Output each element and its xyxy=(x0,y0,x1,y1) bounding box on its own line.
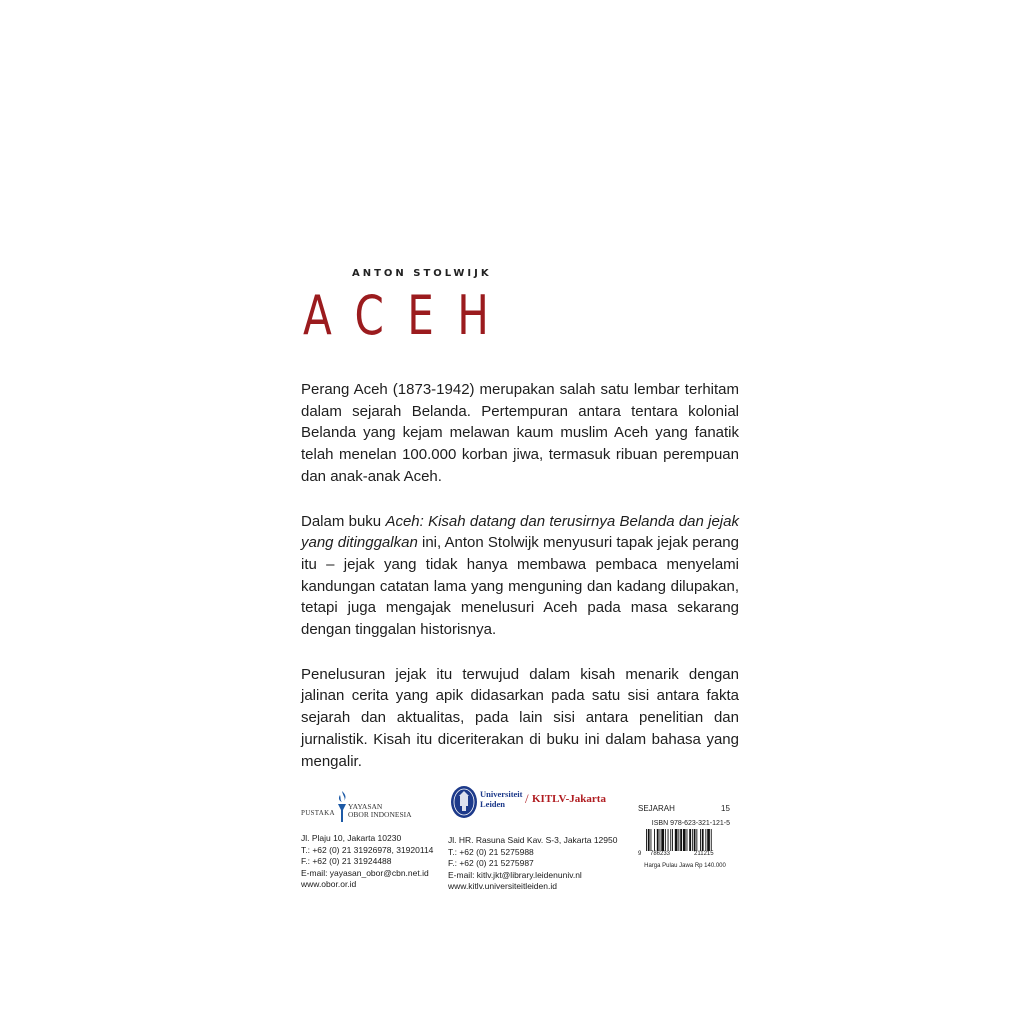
leiden-logo-leiden: Leiden xyxy=(480,798,506,809)
barcode-bar xyxy=(657,829,659,851)
price-label: Harga Pulau Jawa Rp 140.000 xyxy=(644,863,726,869)
kitlv-email: E-mail: kitlv.jkt@library.leidenuniv.nl xyxy=(448,869,582,880)
barcode-digits xyxy=(638,851,738,860)
kitlv-fax: F.: +62 (0) 21 5275987 xyxy=(448,858,534,869)
barcode-bar xyxy=(680,829,682,851)
blurb-paragraph-3: Penelusuran jejak itu terwujud dalam kisah menarik dengan jalinan cerita yang apik didasarkan pada satu sisi antara fakta sejarah dan aktualitas, pada lain sisi antara penelitian dan jurnalistik. Kisah itu diceriterakan di buku ini dalam bahasa yang mengalir. xyxy=(301,665,739,770)
barcode-bar xyxy=(672,829,673,851)
barcode-bar xyxy=(705,829,706,851)
logo-separator: / xyxy=(525,791,529,806)
kitlv-address: Jl. HR. Rasuna Said Kav. S-3, Jakarta 12950 xyxy=(448,835,618,845)
obor-email: E-mail: yayasan_obor@cbn.net.id xyxy=(301,867,429,878)
kitlv-contact xyxy=(448,835,638,893)
obor-website: www.obor.or.id xyxy=(301,879,357,890)
blurb-p2-book-title: Aceh: Kisah datang dan terusirnya Belanda dan jejak yang ditinggalkan xyxy=(301,512,739,552)
barcode-bar xyxy=(692,829,693,851)
author-name: ANTON STOLWIJK xyxy=(352,268,492,279)
barcode-bar xyxy=(665,829,666,851)
barcode-bar xyxy=(683,829,686,851)
barcode-bar xyxy=(670,829,671,851)
isbn-block xyxy=(638,804,738,869)
barcode-right-digits: 211215 xyxy=(694,851,714,857)
blurb-paragraph-1: Perang Aceh (1873-1942) merupakan salah satu lembar terhitam dalam sejarah Belanda. Pertempuran antara tentara kolonial Belanda yang kejam melawan kaum muslim Aceh yang fanatik telah menelan 100.000 korban jiwa, termasuk ribuan perempuan dan anak-anak Aceh. xyxy=(301,381,739,485)
leiden-kitlv-logo xyxy=(448,785,638,823)
category-number: 15 xyxy=(721,804,730,813)
barcode-bar xyxy=(689,829,691,851)
kitlv-phone: T.: +62 (0) 21 5275988 xyxy=(448,846,534,857)
barcode-bar xyxy=(668,829,669,851)
barcode-bar xyxy=(675,829,678,851)
leiden-logo-text xyxy=(480,790,523,809)
leiden-logo-universiteit: Universiteit xyxy=(480,789,523,799)
blurb xyxy=(301,379,739,772)
barcode-bar xyxy=(707,829,710,851)
publisher-obor xyxy=(301,787,441,891)
kitlv-website: www.kitlv.universiteitleiden.id xyxy=(448,881,557,892)
barcode-left-digits: 786233 xyxy=(650,851,671,857)
barcode-lead-digit: 9 xyxy=(638,851,642,857)
category-row xyxy=(638,804,738,816)
obor-address: Jl. Plaju 10, Jakarta 10230 xyxy=(301,833,402,843)
university-seal-icon xyxy=(450,785,478,824)
obor-logo xyxy=(301,787,441,823)
barcode-bar xyxy=(696,829,697,851)
barcode-bar xyxy=(711,829,712,851)
blurb-p2-rest: ini, Anton Stolwijk menyusuri tapak jejak perang itu – jejak yang tidak hanya membawa pembaca menyelami kandungan catatan lama yang menguning dan kadang dilupakan, tetapi juga mengajak menelusuri Aceh pada masa sekarang dengan tinggalan historisnya. xyxy=(301,534,739,639)
blurb-paragraph-2 xyxy=(301,511,739,641)
obor-logo-obor-indonesia: OBOR INDONESIA xyxy=(348,810,412,819)
barcode-bar xyxy=(678,829,679,851)
obor-phone: T.: +62 (0) 21 31926978, 31920114 xyxy=(301,844,434,855)
barcode-bar xyxy=(702,829,704,851)
obor-logo-pustaka: PUSTAKA xyxy=(301,809,335,817)
barcode-bar xyxy=(651,829,652,851)
barcode-bar xyxy=(646,829,647,851)
barcode-bar xyxy=(661,829,664,851)
isbn-number: ISBN 978-623-321-121-5 xyxy=(651,820,730,827)
barcode-bar xyxy=(654,829,655,851)
obor-contact xyxy=(301,833,441,891)
category-label: SEJARAH xyxy=(638,804,675,813)
blurb-p2-intro: Dalam buku xyxy=(301,512,386,530)
barcode-bar xyxy=(700,829,701,851)
obor-fax: F.: +62 (0) 21 31924488 xyxy=(301,856,392,867)
barcode-bar xyxy=(660,829,661,851)
obor-logo-yayasan: YAYASAN xyxy=(348,802,383,811)
torch-icon xyxy=(335,789,349,828)
book-title: ACEH xyxy=(303,284,513,347)
barcode-bar xyxy=(687,829,688,851)
barcode-icon xyxy=(638,829,733,851)
obor-logo-text xyxy=(348,803,412,819)
publisher-kitlv xyxy=(448,785,638,893)
barcode-bar xyxy=(694,829,696,851)
kitlv-logo-text: KITLV-Jakarta xyxy=(532,793,606,805)
barcode-bar xyxy=(648,829,650,851)
